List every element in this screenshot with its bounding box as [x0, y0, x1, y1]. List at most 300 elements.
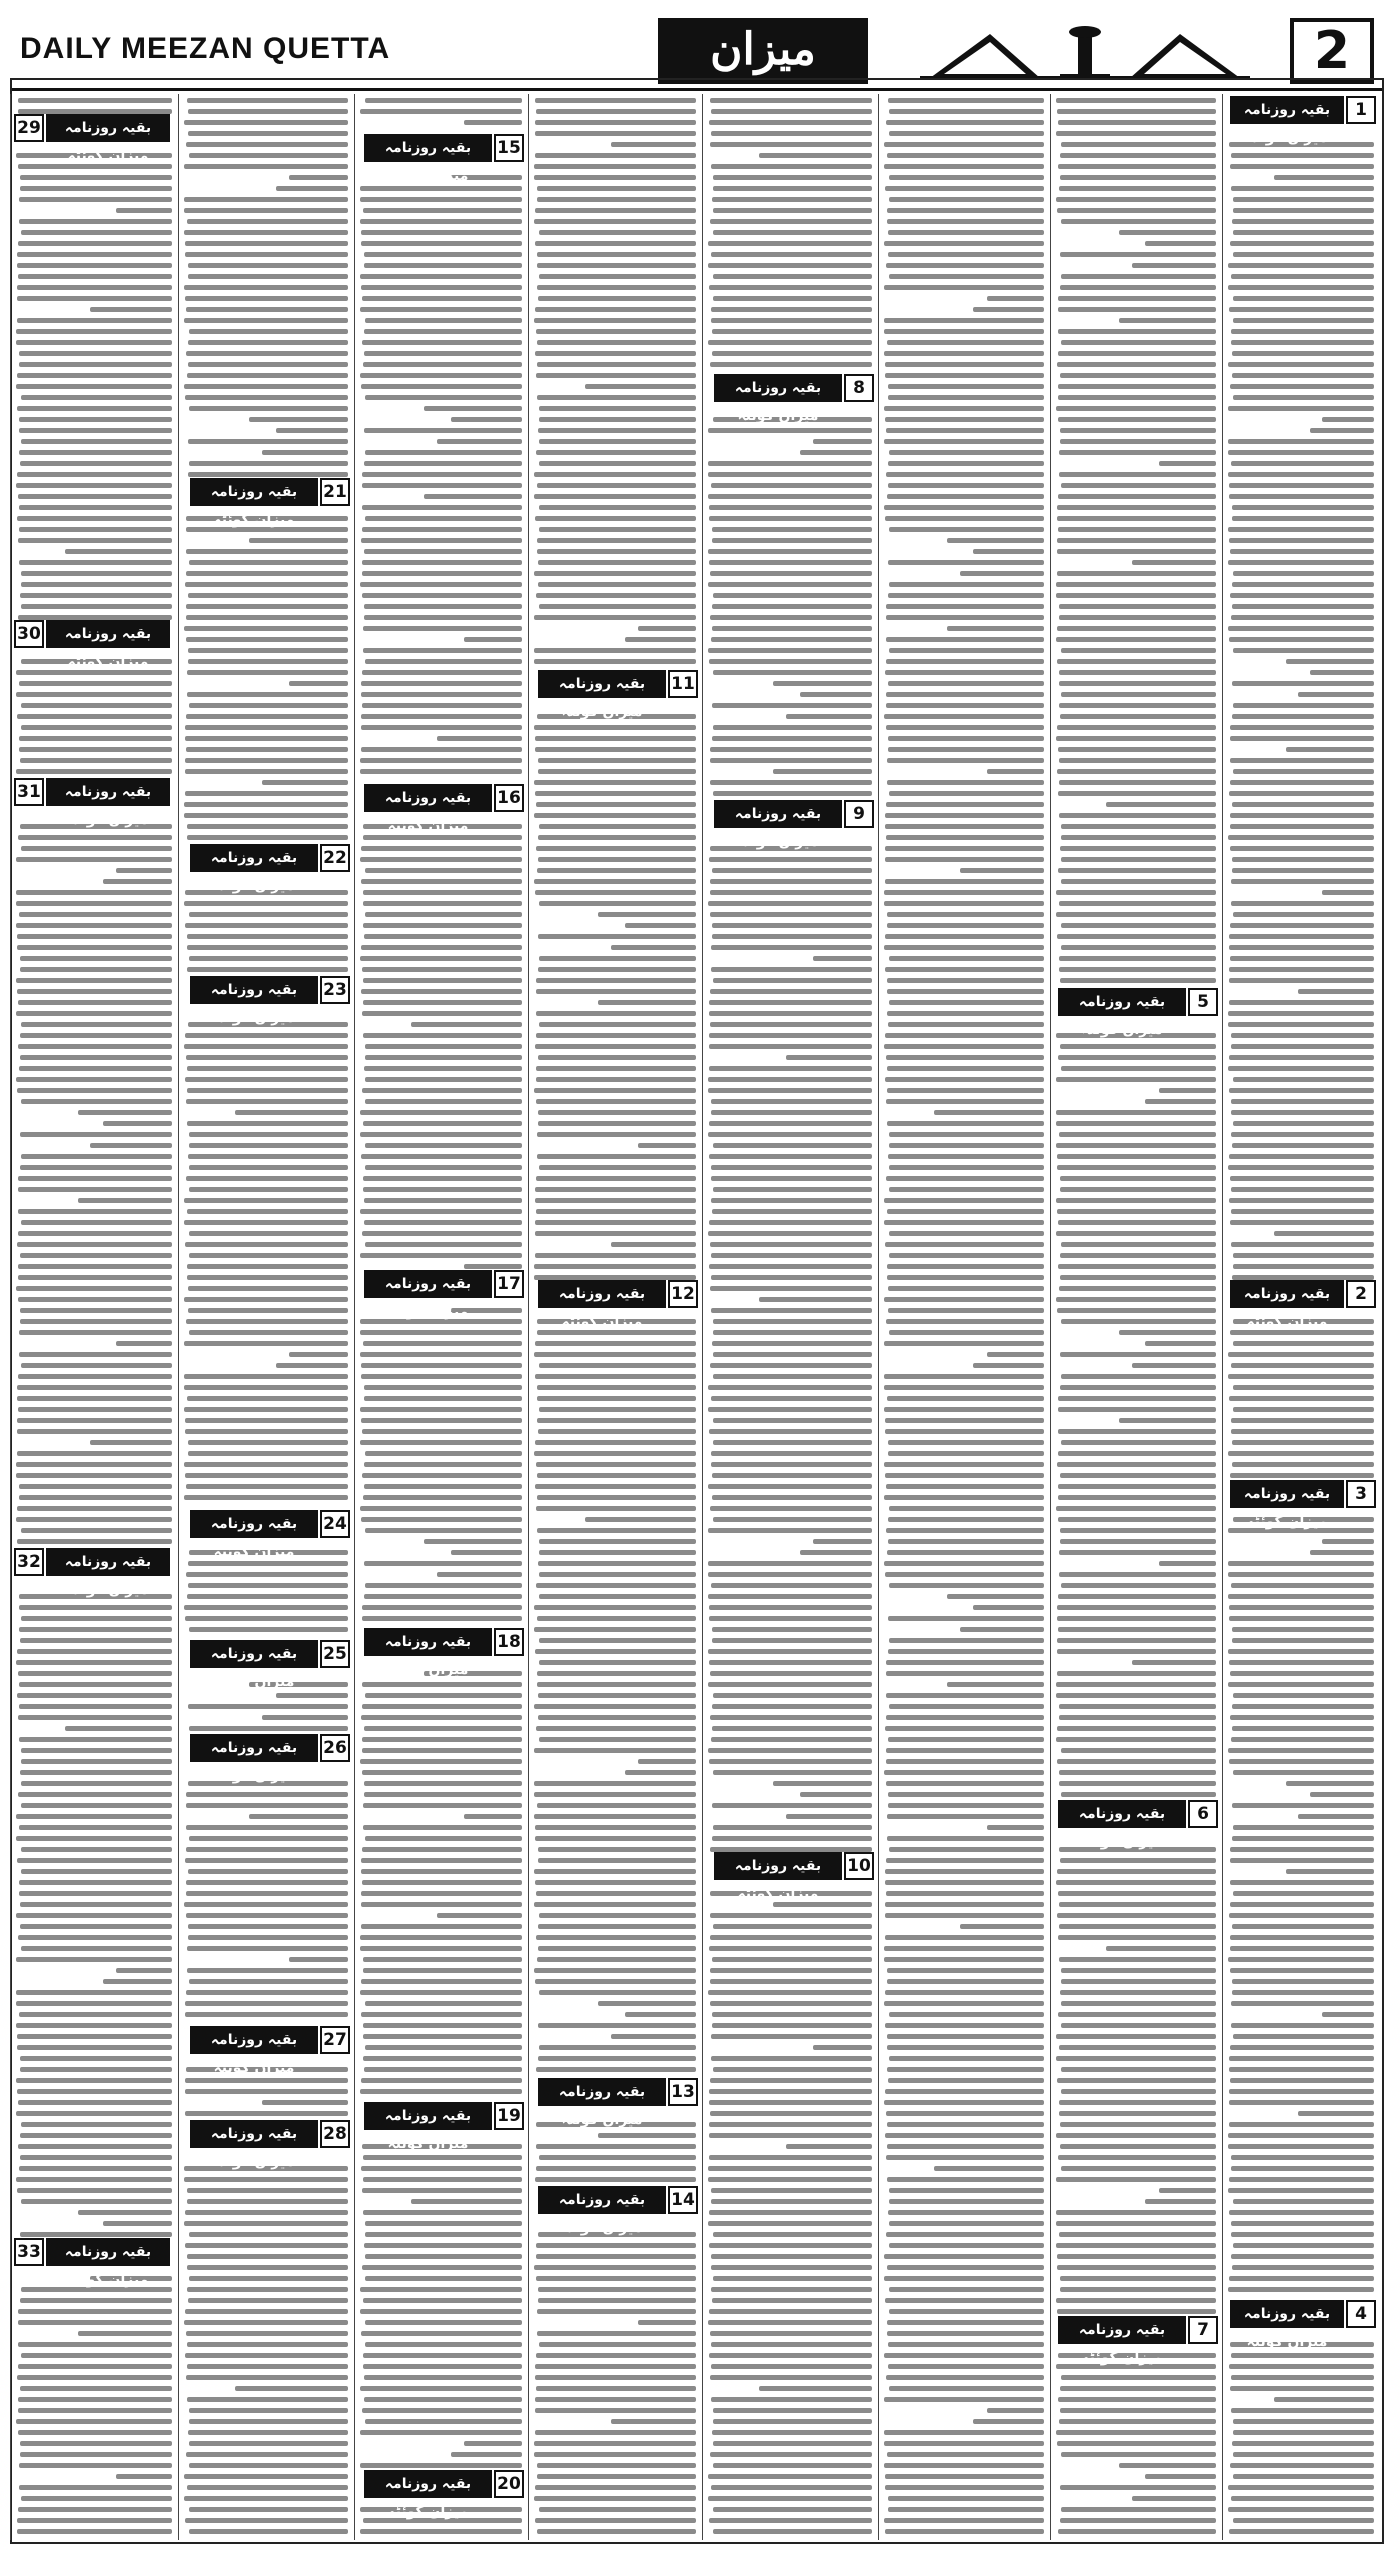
article-text-line — [18, 1209, 172, 1214]
article-text-line — [362, 2188, 522, 2193]
article-text-line — [889, 1000, 1044, 1005]
article-text-line — [1057, 571, 1216, 576]
article-text-line — [534, 1627, 696, 1632]
article-text-line — [535, 208, 696, 213]
article-text-line — [1159, 461, 1216, 466]
article-text-line — [539, 1638, 696, 1643]
section-number: 13 — [668, 2078, 698, 2106]
article-text-line — [713, 1770, 872, 1775]
article-text-line — [537, 1396, 696, 1401]
article-text-line — [187, 373, 348, 378]
article-text-line — [538, 560, 696, 565]
article-text-line — [188, 263, 348, 268]
article-text-line — [889, 582, 1044, 587]
article-text-line — [886, 2375, 1044, 2380]
article-text-line — [711, 483, 872, 488]
article-text-line — [888, 483, 1044, 488]
article-text-line — [710, 2452, 872, 2457]
article-text-line — [363, 1187, 522, 1192]
article-text-line — [361, 725, 522, 730]
article-text-line — [1231, 186, 1374, 191]
article-text-line — [361, 1924, 522, 1929]
article-text-line — [1056, 736, 1216, 741]
article-text-line — [1060, 252, 1216, 257]
article-text-line — [360, 1407, 522, 1412]
article-text-line — [708, 1231, 872, 1236]
continued-section-header — [14, 114, 174, 164]
article-text-line — [708, 1561, 872, 1566]
article-text-line — [16, 1836, 172, 1841]
article-text-line — [885, 824, 1044, 829]
article-text-line — [1231, 1187, 1374, 1192]
article-text-line — [364, 1792, 522, 1797]
article-text-line — [1231, 1132, 1374, 1137]
article-text-line — [1229, 978, 1374, 983]
article-text-line — [711, 1110, 872, 1115]
article-text-line — [709, 560, 872, 565]
article-text-line — [889, 791, 1044, 796]
article-text-line — [1232, 2265, 1374, 2270]
article-text-line — [887, 2122, 1044, 2127]
article-text-line — [885, 1726, 1044, 1731]
article-text-line — [19, 1495, 172, 1500]
article-text-line — [1061, 219, 1216, 224]
article-text-line — [1058, 1407, 1216, 1412]
article-text-line — [885, 1902, 1044, 1907]
article-text-line — [713, 2441, 872, 2446]
article-text-line — [1057, 2441, 1216, 2446]
article-text-line — [17, 1418, 172, 1423]
article-text-line — [21, 1946, 172, 1951]
article-text-line — [885, 1572, 1044, 1577]
article-text-line — [1233, 197, 1374, 202]
article-text-line — [539, 417, 696, 422]
article-text-line — [1231, 329, 1374, 334]
article-text-line — [539, 2342, 696, 2347]
article-text-line — [1232, 604, 1374, 609]
article-text-line — [16, 329, 172, 334]
article-text-line — [1060, 1990, 1216, 1995]
article-text-line — [189, 1132, 348, 1137]
article-text-line — [17, 2045, 172, 2050]
article-text-line — [1061, 2375, 1216, 2380]
article-text-line — [888, 230, 1044, 235]
article-text-line — [710, 1671, 872, 1676]
article-text-line — [186, 1055, 348, 1060]
article-text-line — [187, 692, 348, 697]
article-text-line — [1229, 1913, 1374, 1918]
article-text-line — [185, 1033, 348, 1038]
article-text-line — [1058, 1517, 1216, 1522]
article-text-line — [885, 1880, 1044, 1885]
article-text-line — [361, 692, 522, 697]
article-text-line — [537, 1495, 696, 1500]
article-text-line — [712, 1209, 872, 1214]
article-text-line — [189, 560, 348, 565]
article-text-line — [537, 263, 696, 268]
article-text-line — [17, 472, 172, 477]
article-text-line — [20, 593, 172, 598]
article-text-line — [1232, 1440, 1374, 1445]
article-text-line — [1058, 1484, 1216, 1489]
article-text-line — [364, 1561, 522, 1566]
article-text-line — [187, 2364, 348, 2369]
article-text-line — [885, 2485, 1044, 2490]
article-text-line — [1057, 505, 1216, 510]
article-text-line — [709, 1946, 872, 1951]
article-text-line — [16, 1517, 172, 1522]
article-text-line — [187, 1275, 348, 1280]
section-label: بقیہ روزنامہ میزان کوئٹہ — [46, 620, 170, 648]
article-text-line — [885, 670, 1044, 675]
article-text-line — [712, 2023, 872, 2028]
article-text-line — [184, 1297, 348, 1302]
article-text-line — [987, 1352, 1044, 1357]
article-text-line — [186, 2331, 348, 2336]
article-text-line — [78, 1198, 172, 1203]
article-text-line — [1057, 1165, 1216, 1170]
article-text-line — [536, 2243, 696, 2248]
article-text-line — [712, 626, 872, 631]
article-text-line — [16, 2111, 172, 2116]
article-text-line — [189, 2507, 348, 2512]
article-text-line — [1056, 2221, 1216, 2226]
article-text-line — [1233, 1891, 1374, 1896]
article-text-line — [1061, 142, 1216, 147]
article-text-line — [885, 2298, 1044, 2303]
article-text-line — [888, 2496, 1044, 2501]
article-text-line — [361, 681, 522, 686]
article-text-line — [1233, 230, 1374, 235]
newspaper-logo: میزان — [658, 18, 868, 84]
article-text-line — [1229, 2276, 1374, 2281]
article-text-line — [1106, 802, 1216, 807]
article-text-line — [960, 1627, 1044, 1632]
article-text-line — [535, 1880, 696, 1885]
article-text-line — [1233, 1407, 1374, 1412]
article-text-line — [360, 1506, 522, 1511]
article-text-line — [534, 1352, 696, 1357]
article-text-line — [887, 1968, 1044, 1973]
article-text-line — [1229, 1000, 1374, 1005]
article-text-line — [539, 1594, 696, 1599]
column-divider — [10, 94, 11, 2540]
section-number: 28 — [320, 2120, 350, 2148]
article-text-line — [1060, 428, 1216, 433]
article-text-line — [365, 516, 522, 521]
section-number: 16 — [494, 784, 524, 812]
article-text-line — [1232, 1627, 1374, 1632]
article-text-line — [534, 1451, 696, 1456]
article-text-line — [1233, 769, 1374, 774]
article-text-line — [360, 758, 522, 763]
article-text-line — [1228, 2144, 1374, 2149]
article-text-line — [713, 1352, 872, 1357]
article-text-line — [888, 1308, 1044, 1313]
article-text-line — [535, 241, 696, 246]
article-text-line — [536, 1583, 696, 1588]
article-text-line — [710, 747, 872, 752]
article-text-line — [184, 813, 348, 818]
article-text-line — [19, 351, 172, 356]
article-text-line — [712, 2012, 872, 2017]
article-text-line — [1057, 1913, 1216, 1918]
article-text-line — [886, 1748, 1044, 1753]
article-text-line — [1232, 714, 1374, 719]
article-text-line — [708, 2474, 872, 2479]
article-text-line — [773, 681, 872, 686]
article-text-line — [538, 1110, 696, 1115]
article-text-line — [1119, 2463, 1216, 2468]
article-text-line — [1233, 1121, 1374, 1126]
article-text-line — [534, 780, 696, 785]
section-number: 5 — [1188, 988, 1218, 1016]
article-text-line — [1310, 428, 1375, 433]
article-text-line — [1058, 494, 1216, 499]
article-text-line — [1232, 1726, 1374, 1731]
continued-section-header — [358, 134, 524, 184]
article-text-line — [185, 2012, 348, 2017]
article-text-line — [885, 1473, 1044, 1478]
section-number: 31 — [14, 778, 44, 806]
article-text-line — [536, 2254, 696, 2259]
article-text-line — [262, 780, 348, 785]
article-text-line — [1274, 2397, 1375, 2402]
article-text-line — [1056, 1143, 1216, 1148]
article-text-line — [712, 1495, 872, 1500]
article-text-line — [186, 1880, 348, 1885]
section-label: بقیہ روزنامہ میزان کوئٹہ — [46, 114, 170, 142]
article-text-line — [18, 2507, 172, 2512]
article-text-line — [884, 1495, 1044, 1500]
article-text-line — [1061, 2452, 1216, 2457]
article-text-line — [888, 736, 1044, 741]
article-text-line — [889, 131, 1044, 136]
article-text-line — [189, 1330, 348, 1335]
newspaper-title: DAILY MEEZAN QUETTA — [20, 32, 391, 65]
article-text-line — [361, 538, 522, 543]
article-text-line — [437, 1572, 522, 1577]
continued-section-header — [358, 2470, 524, 2520]
article-text-line — [538, 2056, 696, 2061]
article-text-line — [1230, 384, 1374, 389]
article-text-line — [65, 549, 172, 554]
article-text-line — [539, 604, 696, 609]
article-text-line — [1056, 582, 1216, 587]
article-text-line — [1322, 890, 1375, 895]
article-text-line — [20, 1308, 172, 1313]
article-text-line — [1058, 1594, 1216, 1599]
article-text-line — [537, 1154, 696, 1159]
article-text-line — [537, 186, 696, 191]
article-text-line — [713, 2463, 872, 2468]
article-text-line — [1061, 274, 1216, 279]
article-text-line — [884, 2397, 1044, 2402]
article-text-line — [709, 1660, 872, 1665]
article-text-line — [534, 318, 696, 323]
continued-section-header — [358, 2102, 524, 2152]
section-number: 17 — [494, 1270, 524, 1298]
section-number: 9 — [844, 800, 874, 828]
article-text-line — [1228, 1374, 1374, 1379]
article-text-line — [536, 1066, 696, 1071]
article-text-line — [21, 2199, 172, 2204]
article-text-line — [1059, 1957, 1216, 1962]
article-text-line — [885, 186, 1044, 191]
article-text-line — [1056, 197, 1216, 202]
article-text-line — [1060, 978, 1216, 983]
article-text-line — [185, 923, 348, 928]
article-text-line — [18, 1935, 172, 1940]
section-label: بقیہ روزنامہ میزان کوئٹہ — [538, 2186, 666, 2214]
article-text-line — [1274, 1231, 1375, 1236]
article-text-line — [186, 604, 348, 609]
article-text-line — [888, 1803, 1044, 1808]
article-text-line — [539, 2045, 696, 2050]
section-number: 11 — [668, 670, 698, 698]
article-text-line — [17, 1396, 172, 1401]
article-text-line — [711, 1253, 872, 1258]
article-text-line — [712, 329, 872, 334]
article-text-line — [535, 2408, 696, 2413]
article-text-line — [364, 1198, 522, 1203]
article-text-line — [17, 1451, 172, 1456]
article-text-line — [535, 1440, 696, 1445]
article-text-line — [1057, 1671, 1216, 1676]
article-text-line — [184, 2474, 348, 2479]
article-text-line — [17, 1242, 172, 1247]
article-text-line — [1061, 340, 1216, 345]
article-text-line — [363, 1803, 522, 1808]
article-text-line — [363, 648, 522, 653]
article-text-line — [886, 2232, 1044, 2237]
article-text-line — [1061, 1242, 1216, 1247]
article-text-line — [20, 2441, 172, 2446]
article-text-line — [189, 2276, 348, 2281]
article-text-line — [19, 197, 172, 202]
article-text-line — [364, 252, 522, 257]
article-text-line — [364, 1462, 522, 1467]
article-text-line — [887, 1011, 1044, 1016]
article-text-line — [1060, 1539, 1216, 1544]
article-text-line — [1230, 1847, 1374, 1852]
article-text-line — [884, 2254, 1044, 2259]
article-text-line — [1056, 2133, 1216, 2138]
article-text-line — [1059, 780, 1216, 785]
article-text-line — [16, 483, 172, 488]
article-text-line — [889, 1704, 1044, 1709]
article-text-line — [18, 1000, 172, 1005]
article-text-line — [534, 1968, 696, 1973]
article-text-line — [1057, 362, 1216, 367]
article-text-line — [18, 1297, 172, 1302]
article-text-line — [885, 967, 1044, 972]
article-text-line — [1231, 2408, 1374, 2413]
article-text-line — [361, 1979, 522, 1984]
article-text-line — [365, 1044, 522, 1049]
article-text-line — [18, 538, 172, 543]
article-text-line — [185, 2353, 348, 2358]
article-text-line — [888, 252, 1044, 257]
article-text-line — [17, 285, 172, 290]
article-text-line — [712, 1473, 872, 1478]
section-number: 22 — [320, 844, 350, 872]
article-text-line — [886, 2111, 1044, 2116]
article-text-line — [188, 593, 348, 598]
article-text-line — [19, 219, 172, 224]
news-column — [14, 94, 174, 2540]
article-text-line — [1057, 725, 1216, 730]
article-text-line — [1230, 1220, 1374, 1225]
article-text-line — [709, 2243, 872, 2248]
article-text-line — [1233, 1341, 1374, 1346]
article-text-line — [185, 1242, 348, 1247]
article-text-line — [713, 725, 872, 730]
article-text-line — [886, 1781, 1044, 1786]
article-text-line — [16, 1473, 172, 1478]
article-text-line — [611, 2034, 696, 2039]
article-text-line — [1058, 1495, 1216, 1500]
article-text-line — [186, 1099, 348, 1104]
article-text-line — [889, 1253, 1044, 1258]
article-text-line — [1061, 483, 1216, 488]
article-text-line — [1228, 285, 1374, 290]
article-text-line — [188, 362, 348, 367]
article-text-line — [1228, 1957, 1374, 1962]
continued-section-header — [14, 1548, 174, 1598]
article-text-line — [187, 824, 348, 829]
section-number: 20 — [494, 2470, 524, 2498]
article-text-line — [363, 1495, 522, 1500]
article-text-line — [360, 582, 522, 587]
article-text-line — [539, 956, 696, 961]
article-text-line — [887, 1396, 1044, 1401]
article-text-line — [21, 1220, 172, 1225]
section-label: بقیہ روزنامہ میزان کوئٹہ — [538, 670, 666, 698]
article-text-line — [361, 989, 522, 994]
article-text-line — [1056, 1880, 1216, 1885]
article-text-line — [184, 1605, 348, 1610]
section-label: بقیہ روزنامہ میزان کوئٹہ — [190, 844, 318, 872]
article-text-line — [536, 2386, 696, 2391]
article-text-line — [534, 1748, 696, 1753]
article-text-line — [21, 604, 172, 609]
article-text-line — [103, 2221, 172, 2226]
article-text-line — [713, 1517, 872, 1522]
article-text-line — [1058, 2397, 1216, 2402]
article-text-line — [1059, 956, 1216, 961]
article-text-line — [886, 263, 1044, 268]
article-text-line — [19, 362, 172, 367]
article-text-line — [1233, 296, 1374, 301]
article-text-line — [362, 1011, 522, 1016]
continued-section-header — [358, 1270, 524, 1320]
article-text-line — [1056, 2056, 1216, 2061]
article-text-line — [1233, 1385, 1374, 1390]
section-label: بقیہ روزنامہ میزان کوئٹہ — [1230, 1280, 1344, 1308]
article-text-line — [1230, 824, 1374, 829]
article-text-line — [1061, 1440, 1216, 1445]
article-text-line — [889, 1132, 1044, 1137]
article-text-line — [364, 263, 522, 268]
article-text-line — [713, 2419, 872, 2424]
article-text-line — [535, 1198, 696, 1203]
article-text-line — [18, 1792, 172, 1797]
article-text-line — [813, 956, 872, 961]
article-text-line — [536, 1506, 696, 1511]
article-text-line — [365, 1077, 522, 1082]
article-text-line — [1274, 175, 1375, 180]
